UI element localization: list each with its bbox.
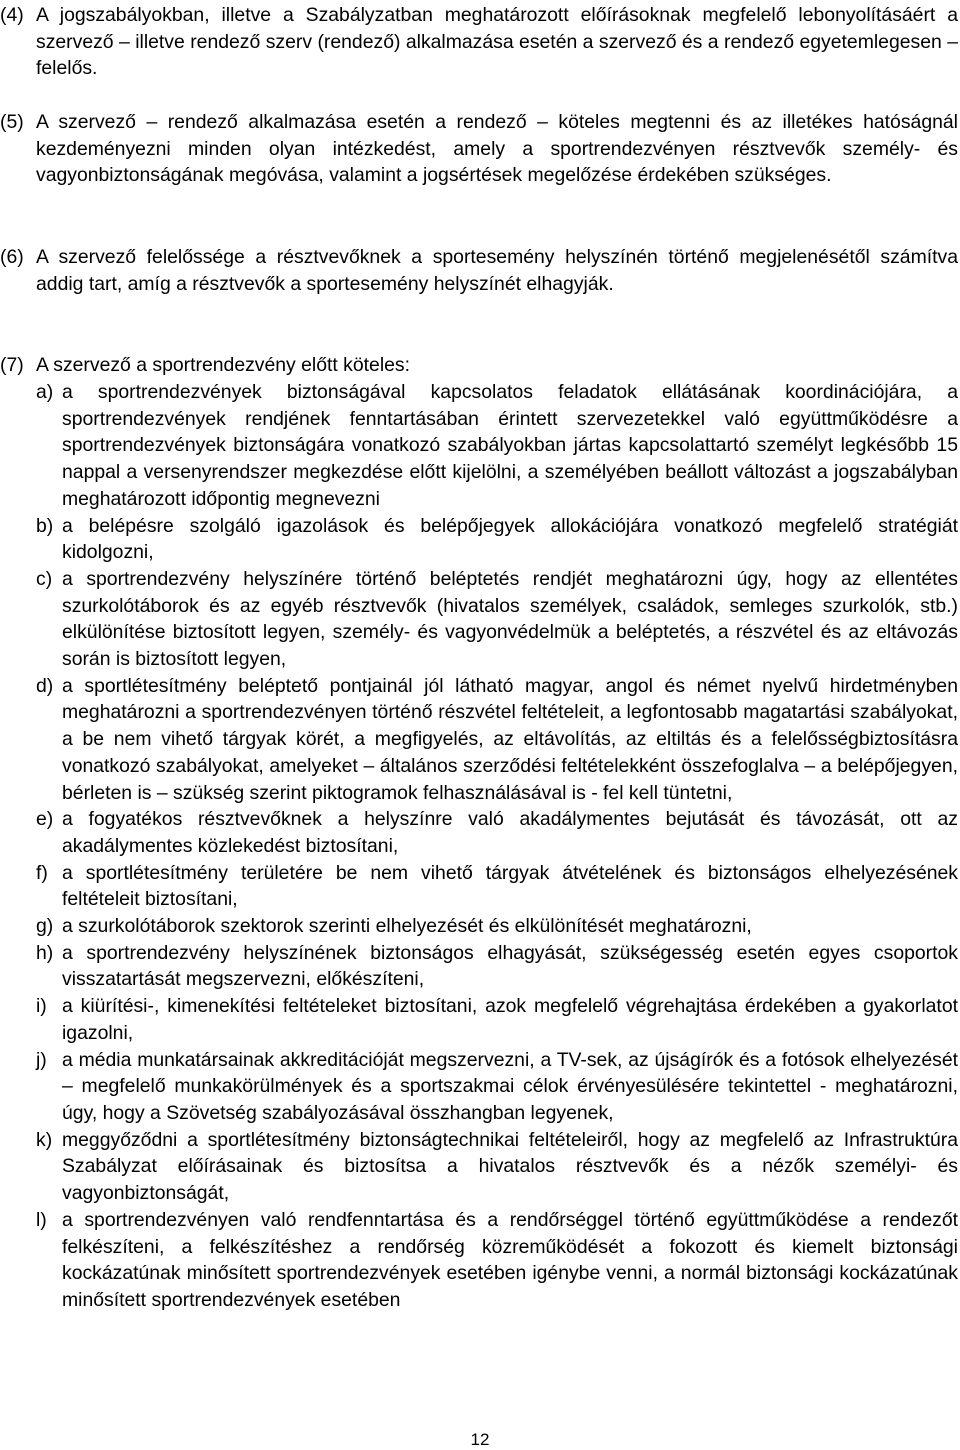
- obligations-list: [36, 379, 958, 1314]
- list-item-text: a belépésre szolgáló igazolások és belépőjegyek allokációjára vonatkozó megfelelő stratégiát kidolgozni,: [62, 514, 958, 564]
- list-item-label: f): [36, 861, 48, 884]
- paragraph-number: (5): [0, 111, 24, 133]
- list-item: [36, 379, 958, 513]
- paragraph-text: A szervező felelőssége a résztvevőknek a sportesemény helyszínén történő megjelenésétől számítva addig tart, amíg a résztvevők a sportesemény helyszínét elhagyják.: [36, 246, 958, 295]
- list-item-text: a kiürítési-, kimenekítési feltételeket biztosítani, azok megfelelő végrehajtása érdekében a gyakorlatot igazolni,: [62, 995, 958, 1044]
- list-item-label: k): [36, 1128, 53, 1151]
- list-item-label: g): [36, 915, 54, 938]
- list-item-text: a sportrendezvényen való rendfenntartása és a rendőrséggel történő együttműködése a rendezőt felkészíteni, a felkészítéshez a rendőrség közreműködését a fokozott és kiemelt biztonsági kockázatúnak minősített sportrendezvények esetében igénybe venni, a normál biztonsági kockázatúnak minősített sportrendezvények esetében: [62, 1208, 958, 1311]
- list-item-label: h): [36, 941, 54, 964]
- list-item-text: a fogyatékos résztvevőknek a helyszínre való akadálymentes bejutását és távozását, ott az akadálymentes közlekedést biztosítani,: [62, 808, 958, 857]
- list-item-label: i): [36, 995, 47, 1018]
- list-item: [36, 913, 958, 940]
- page-number: 12: [470, 1430, 490, 1449]
- paragraph-text: A szervező – rendező alkalmazása esetén a rendező – köteles megtenni és az illetékes hatóságnál kezdeményezni minden olyan intézkedést, amely a sportrendezvényen résztvevők személy- és vagyonbiztonságának megóvása, valamint a jogsértések megelőzése érdekében szükséges.: [36, 111, 958, 187]
- paragraph-4: [0, 2, 958, 82]
- list-item-text: a sportrendezvény helyszínére történő beléptetés rendjét meghatározni úgy, hogy az ellentétes szurkolótáborok és az egyéb résztvevők (hivatalos személyek, családok, semleges szurkolók, stb.) elkülönítése biztosított legyen, személy- és vagyonvédelmük a beléptetés, a részvétel és az eltávozás során is biztosított legyen,: [62, 567, 958, 671]
- list-item-text: a szurkolótáborok szektorok szerinti elhelyezését és elkülönítését meghatározni,: [62, 915, 752, 938]
- paragraph-number: (7): [0, 354, 24, 376]
- paragraph-7: [0, 352, 958, 379]
- list-item: [36, 860, 958, 913]
- list-item-label: d): [36, 674, 54, 697]
- list-item-text: a sportrendezvény helyszínének biztonságos elhagyását, szükségesség esetén egyes csoportok visszatartását megszervezni, előkészíteni,: [62, 941, 958, 991]
- list-item: [36, 566, 958, 673]
- list-item: [36, 806, 958, 859]
- list-item-label: b): [36, 514, 54, 537]
- list-item-text: a sportlétesítmény beléptető pontjainál jól látható magyar, angol és német nyelvű hirdetményben meghatározni a sportrendezvényen történő részvétel feltételeit, a legfontosabb magatartási szabályokat, a be nem vihető tárgyak körét, a megfigyelés, az eltávolítás, az eltiltás és a felelősségbiztosításra vonatkozó szabályokat, amelyeket – általános szerződési feltételekként összefoglalva – a belépőjegyen, bérleten is – szükség szerint piktogramok felhasználásával is - fel kell tüntetni,: [62, 674, 958, 804]
- list-item-label: c): [36, 567, 53, 590]
- list-item-text: a sportlétesítmény területére be nem vihető tárgyak átvételének és biztonságos elhelyezésének feltételeit biztosítani,: [62, 861, 958, 911]
- list-item: [36, 1047, 958, 1127]
- paragraph-5: [0, 109, 958, 189]
- list-item-text: a sportrendezvények biztonságával kapcsolatos feladatok ellátásának koordinációjára, a sportrendezvények rendjének fenntartásában érintett szervezetekkel való együttműködésre a sportrendezvények biztonságára vonatkozó szabályokban jártas kapcsolattartó személyt legkésőbb 15 nappal a versenyrendszer megkezdése előtt kijelölni, a személyében beállott változást a jogszabályban meghatározott időpontig megnevezni: [62, 381, 958, 510]
- list-item: [36, 1207, 958, 1314]
- paragraph-number: (6): [0, 246, 24, 268]
- paragraph-number: (4): [0, 4, 24, 26]
- list-item-text: a média munkatársainak akkreditációját megszervezni, a TV-sek, az újságírók és a fotósok elhelyezését – megfelelő munkakörülmények és a sportszakmai célok érvényesülésére tekintettel - meghatározni, úgy, hogy a Szövetség szabályozásával összhangban legyenek,: [62, 1048, 958, 1124]
- list-item: [36, 1127, 958, 1207]
- paragraph-6: [0, 244, 958, 297]
- list-item-text: meggyőződni a sportlétesítmény biztonságtechnikai feltételeiről, hogy az megfelelő az Infrastruktúra Szabályzat előírásainak és biztosítsa a hivatalos résztvevők és a nézők személyi- és vagyonbiztonságát,: [62, 1128, 958, 1205]
- list-item: [36, 940, 958, 993]
- list-item: [36, 993, 958, 1046]
- list-item-label: j): [36, 1048, 47, 1071]
- list-item-label: e): [36, 808, 54, 831]
- list-item: [36, 513, 958, 566]
- list-item: [36, 673, 958, 807]
- list-item-label: l): [36, 1208, 47, 1231]
- paragraph-text: A jogszabályokban, illetve a Szabályzatban meghatározott előírásoknak megfelelő lebonyolításáért a szervező – illetve rendező szerv (rendező) alkalmazása esetén a szervező és a rendező egyetemlegesen – felelős.: [36, 4, 958, 80]
- paragraph-text: A szervező a sportrendezvény előtt köteles:: [36, 354, 411, 376]
- list-item-label: a): [36, 381, 54, 403]
